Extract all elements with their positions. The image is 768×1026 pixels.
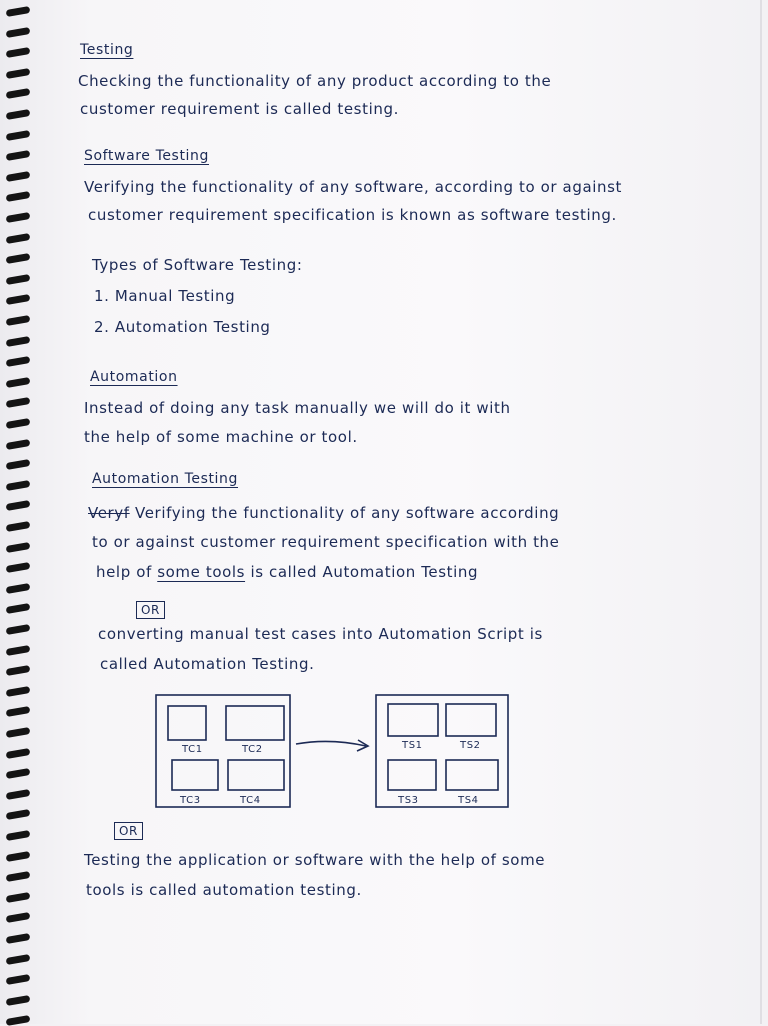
tc1-box bbox=[168, 706, 206, 740]
ts3-box bbox=[388, 760, 436, 790]
line-3-part-b: some tools bbox=[157, 563, 246, 581]
tc3-label: TC3 bbox=[180, 795, 201, 806]
or-box-2: OR bbox=[114, 822, 143, 840]
tc4-box bbox=[228, 760, 284, 790]
struck-out-word: Veryf bbox=[88, 504, 130, 522]
tc1-label: TC1 bbox=[182, 744, 203, 755]
automation-line-1: Instead of doing any task manually we will do it with bbox=[84, 399, 511, 417]
automation-testing-line-2: to or against customer requirement specification with the bbox=[92, 533, 560, 551]
ts4-label: TS4 bbox=[458, 795, 479, 806]
types-item-2: 2. Automation Testing bbox=[94, 318, 271, 336]
heading-testing: Testing bbox=[80, 42, 134, 58]
tc2-box bbox=[226, 706, 284, 740]
types-item-1: 1. Manual Testing bbox=[94, 287, 236, 305]
test-case-to-script-diagram bbox=[150, 690, 520, 815]
ts1-box bbox=[388, 704, 438, 736]
ts4-box bbox=[446, 760, 498, 790]
heading-automation-testing: Automation Testing bbox=[92, 471, 239, 487]
testing-line-1: Checking the functionality of any product according to the bbox=[78, 72, 552, 90]
ts2-box bbox=[446, 704, 496, 736]
ts1-label: TS1 bbox=[402, 740, 423, 751]
heading-automation: Automation bbox=[90, 369, 178, 385]
software-testing-line-2: customer requirement specification is known as software testing. bbox=[88, 206, 617, 224]
testing-line-2: customer requirement is called testing. bbox=[80, 100, 399, 118]
heading-software-testing: Software Testing bbox=[84, 148, 209, 164]
automation-testing-line-3 bbox=[96, 563, 478, 581]
arrow-line bbox=[296, 741, 366, 746]
tc4-label: TC4 bbox=[240, 795, 261, 806]
tc2-label: TC2 bbox=[242, 744, 263, 755]
closing-line-2: tools is called automation testing. bbox=[86, 881, 362, 899]
line-3-part-c: is called Automation Testing bbox=[250, 563, 479, 581]
closing-line-1: Testing the application or software with the help of some bbox=[84, 851, 546, 869]
heading-types: Types of Software Testing: bbox=[92, 256, 303, 274]
automation-testing-line-4: converting manual test cases into Automation Script is bbox=[98, 625, 543, 643]
line-3-part-a: help of bbox=[96, 563, 152, 581]
ts3-label: TS3 bbox=[398, 795, 419, 806]
automation-testing-line-1: Verifying the functionality of any software according bbox=[135, 504, 560, 522]
automation-testing-line-1-row bbox=[88, 504, 559, 522]
ts2-label: TS2 bbox=[460, 740, 481, 751]
or-box-1: OR bbox=[136, 601, 165, 619]
software-testing-line-1: Verifying the functionality of any software, according to or against bbox=[84, 178, 623, 196]
tc3-box bbox=[172, 760, 218, 790]
automation-testing-line-5: called Automation Testing. bbox=[100, 655, 315, 673]
automation-line-2: the help of some machine or tool. bbox=[84, 428, 358, 446]
